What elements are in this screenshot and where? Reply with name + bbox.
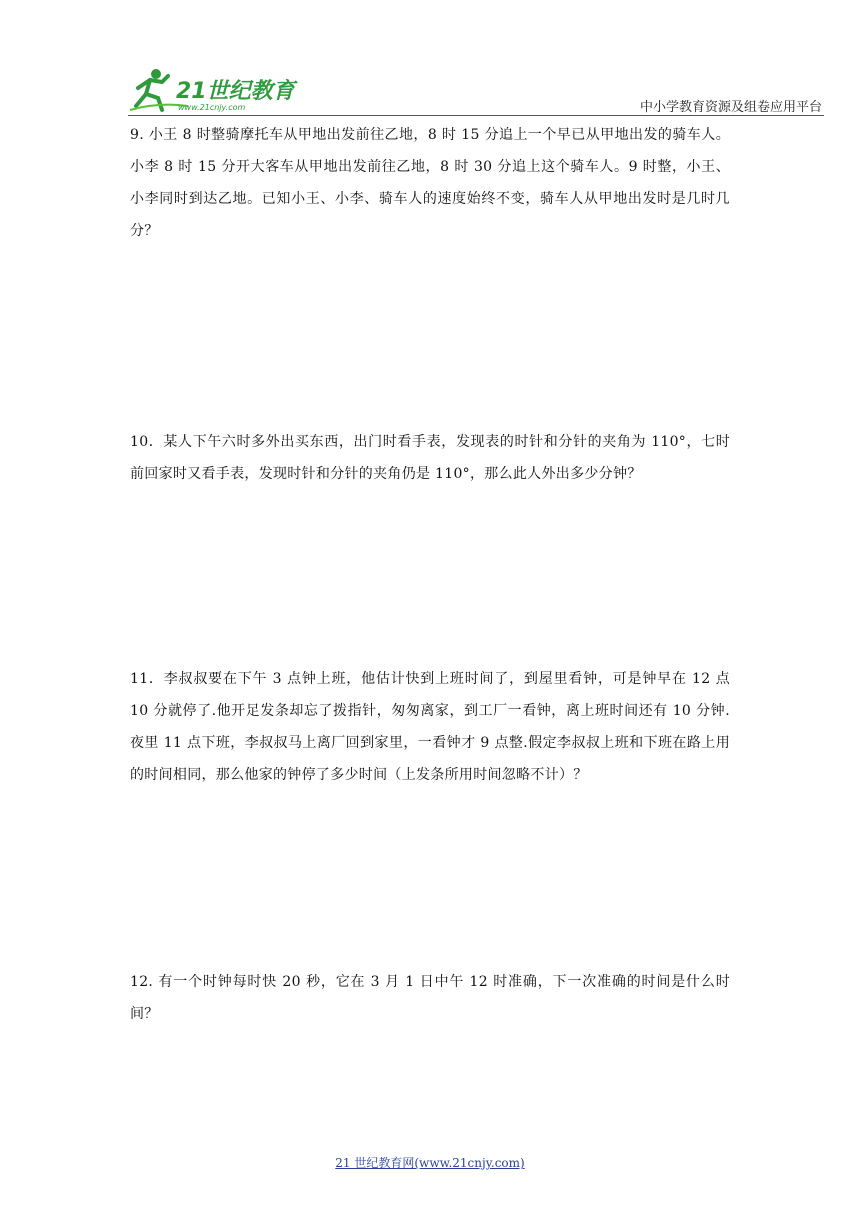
logo-url: www.21cnjy.com: [178, 103, 246, 112]
page-footer: [0, 1154, 860, 1171]
question-12: 12. 有一个时钟每时快 20 秒，它在 3 月 1 日中午 12 时准确，下一次准确的时间是什么时间？: [130, 974, 730, 1022]
page-header: [0, 0, 860, 120]
platform-name: 中小学教育资源及组卷应用平台: [639, 100, 822, 115]
logo-text: 21世纪教育: [176, 79, 295, 104]
header-divider: [128, 115, 824, 116]
question-9: 9. 小王 8 时整骑摩托车从甲地出发前往乙地，8 时 15 分追上一个早已从甲地出发的骑车人。小李 8 时 15 分开大客车从甲地出发前往乙地，8 时 30 分追上这个骑车人。9 时整，小王、小李同时到达乙地。已知小王、小李、骑车人的速度始终不变，骑车人从甲地出发时是几时几分？: [130, 127, 730, 239]
site-logo: [128, 66, 298, 116]
question-10: 10．某人下午六时多外出买东西，出门时看手表，发现表的时针和分针的夹角为 110°，七时前回家时又看手表，发现时针和分针的夹角仍是 110°，那么此人外出多少分钟？: [130, 434, 730, 482]
footer-link[interactable]: 21 世纪教育网(www.21cnjy.com): [335, 1156, 525, 1170]
question-11: 11．李叔叔要在下午 3 点钟上班，他估计快到上班时间了，到屋里看钟，可是钟早在 12 点 10 分就停了.他开足发条却忘了拨指针，匆匆离家，到工厂一看钟，离上班时间还有 10 分钟.夜里 11 点下班，李叔叔马上离厂回到家里，一看钟才 9 点整.假定李叔叔上班和下班在路上用的时间相同，那么他家的钟停了多少时间（上发条所用时间忽略不计）？: [130, 671, 730, 783]
